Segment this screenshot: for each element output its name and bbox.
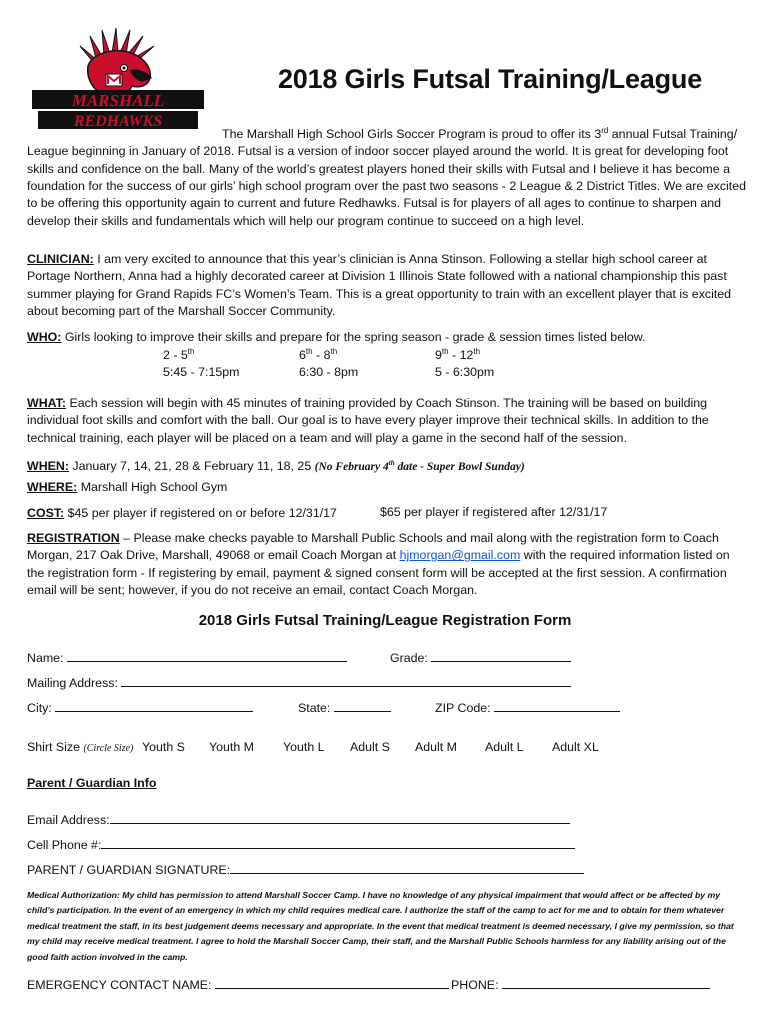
what-text: Each session will begin with 45 minutes of training provided by Coach Stinson. The training will be based on building individual foot skills and comfort with the ball. Our goal is to have every player improve their technical skills. In addition to the technical training, each player will be placed on a team and will play a game in the second half of the session. — [27, 396, 709, 445]
clinician-paragraph — [27, 251, 747, 320]
zip-label: ZIP Code: — [435, 701, 495, 715]
clinician-label: CLINICIAN: — [27, 252, 94, 266]
page-title: 2018 Girls Futsal Training/League — [277, 64, 703, 94]
grade-sup: th — [441, 347, 449, 356]
size-option[interactable]: Adult S — [350, 740, 390, 754]
cell-label: Cell Phone #: — [27, 838, 102, 852]
intro-text-1: The Marshall High School Girls Soccer Program is proud to offer its 3 — [222, 127, 602, 142]
mailing-label: Mailing Address: — [27, 676, 122, 690]
grade-sup: th — [187, 347, 195, 356]
mailing-address-field[interactable] — [27, 674, 571, 690]
when-note-sup: th — [388, 459, 395, 467]
where-text: Marshall High School Gym — [77, 480, 228, 494]
grade-sup: th — [305, 347, 313, 356]
signature-field[interactable] — [27, 861, 584, 877]
grade-range: 6 — [299, 348, 306, 363]
when-label: WHEN: — [27, 459, 69, 474]
where-label: WHERE: — [27, 480, 78, 494]
session-time-1: 5:45 - 7:15pm — [163, 365, 240, 379]
cell-line[interactable] — [101, 836, 575, 849]
who-text: Girls looking to improve their skills and prepare for the spring season - grade & session times listed below. — [61, 330, 646, 344]
size-option[interactable]: Adult M — [415, 740, 458, 754]
size-option[interactable]: Youth M — [209, 740, 255, 754]
email-address-field[interactable] — [27, 811, 570, 827]
zip-line[interactable] — [494, 699, 620, 712]
clinician-text: I am very excited to announce that this year’s clinician is Anna Stinson. Following a stellar high school career at Portage Northern, Anna had a highly decorated career at Division 1 Illinois State followed with a national championship this past summer playing for Grand Rapids FC’s Women’s Team. This is a great opportunity to train with an excellent player that is excited about becoming part of the Marshall Soccer Community. — [27, 252, 732, 318]
intro-superscript: rd — [601, 126, 609, 135]
when-note-1: (No February 4 — [314, 461, 389, 474]
phone-line[interactable] — [502, 976, 710, 989]
when-text: January 7, 14, 21, 28 & February 11, 18, 25 — [68, 459, 315, 474]
email-line[interactable] — [110, 811, 570, 824]
what-label: WHAT: — [27, 396, 66, 410]
size-option[interactable]: Youth S — [142, 740, 185, 754]
cost-early: $45 per player if registered on or before 12/31/17 — [64, 506, 337, 520]
grade-line[interactable] — [431, 649, 571, 662]
grade-range: 9 — [435, 348, 442, 363]
grade-group-1 — [163, 347, 194, 362]
grade-label: Grade: — [390, 651, 432, 665]
session-time-2: 6:30 - 8pm — [299, 365, 359, 379]
registration-paragraph — [27, 530, 747, 599]
grade-range-end: - 8 — [312, 348, 331, 363]
size-option[interactable]: Youth L — [283, 740, 325, 754]
registration-label: REGISTRATION — [27, 531, 120, 545]
marshall-redhawks-logo — [30, 26, 206, 132]
registration-text-1: – Please make checks payable to Marshall Public Schools and mail along with the registration form to Coach Morgan, 217 Oak Drive, Marshall, 49068 or email Coach Morgan at — [27, 531, 719, 563]
emergency-label: EMERGENCY CONTACT NAME: — [27, 978, 215, 992]
shirt-size-label-group — [27, 740, 133, 754]
logo-text-redhawks: REDHAWKS — [73, 113, 163, 130]
form-title: 2018 Girls Futsal Training/League Registration Form — [198, 612, 572, 629]
circle-size-note: (Circle Size) — [83, 743, 134, 754]
name-label: Name: — [27, 651, 67, 665]
signature-label: PARENT / GUARDIAN SIGNATURE: — [27, 863, 231, 877]
phone-field[interactable] — [451, 976, 710, 992]
grade-sup: th — [330, 347, 338, 356]
who-label: WHO: — [27, 330, 62, 344]
intro-text-2: annual Futsal Training/ League beginning in January of 2018. Futsal is a version of indoor soccer played around the world. It is great for developing foot skills and confidence on the ball. Many of the world’s greatest players honed their skills with Futsal and I believe it has become a foundation for the success of our girls’ high school program over the past two seasons - 2 League & 2 District Titles. We are excited to be offering this opportunity again to current and future Redhawks. Futsal is for players of all ages to continue to sharpen and develop their skills and fundamentals which will help our program continue to succeed on a high level. — [27, 127, 747, 228]
city-label: City: — [27, 701, 56, 715]
name-field[interactable] — [27, 649, 347, 665]
state-field[interactable] — [298, 699, 391, 715]
where-line — [27, 479, 747, 496]
phone-label: PHONE: — [451, 978, 502, 992]
when-line — [27, 455, 747, 476]
logo-text-marshall: MARSHALL — [71, 91, 165, 110]
emergency-line[interactable] — [215, 976, 449, 989]
city-line[interactable] — [55, 699, 253, 712]
what-paragraph — [27, 395, 747, 447]
grade-range-end: - 12 — [448, 348, 474, 363]
cost-label: COST: — [27, 506, 65, 520]
grade-field[interactable] — [390, 649, 571, 665]
size-option[interactable]: Adult XL — [552, 740, 599, 754]
grade-sup: th — [473, 347, 481, 356]
email-label: Email Address: — [27, 813, 110, 827]
who-paragraph — [27, 329, 747, 346]
state-line[interactable] — [334, 699, 391, 712]
emergency-contact-field[interactable] — [27, 976, 449, 992]
name-line[interactable] — [67, 649, 347, 662]
grade-group-3 — [435, 347, 480, 362]
cost-late: $65 per player if registered after 12/31/17 — [380, 505, 608, 519]
parent-guardian-heading: Parent / Guardian Info — [27, 776, 157, 790]
zip-field[interactable] — [435, 699, 620, 715]
state-label: State: — [298, 701, 334, 715]
medical-authorization: Medical Authorization: My child has permission to attend Marshall Soccer Camp. I have no knowledge of any physical impairment that would affect or be affected by my child’s participation. In the event of an emergency in which my child requires medical care. I authorize the staff of the camp to act for me and to obtain for them whatever medical treatment the staff, in its best judgement deems necessary and appropriate. In the event that medical treatment is deemed necessary, I give my permission, so that my child may receive medical treatment. I agree to hold the Marshall Soccer Camp, their staff, and the Marshall Public Schools harmless for any liability arising out of the good faith action involved in the camp. — [27, 890, 734, 962]
cell-phone-field[interactable] — [27, 836, 575, 852]
intro-paragraph — [27, 122, 747, 230]
size-option[interactable]: Adult L — [485, 740, 524, 754]
coach-email-link[interactable]: hjmorgan@gmail.com — [399, 548, 521, 563]
when-note-2: date - Super Bowl Sunday) — [394, 461, 525, 474]
registration-text-2: with the required information listed on the registration form - If registering by email, payment & signed consent form will be accepted at the first session. A confirmation email will be sent; however, if you do not receive an email, contact Coach Morgan. — [27, 548, 730, 597]
grade-range: 2 - 5 — [163, 348, 188, 363]
redhawk-emblem — [30, 26, 206, 132]
shirt-label: Shirt Size — [27, 740, 84, 754]
mailing-line[interactable] — [121, 674, 571, 687]
session-time-3: 5 - 6:30pm — [435, 365, 495, 379]
signature-line[interactable] — [230, 861, 584, 874]
grade-group-2 — [299, 347, 337, 362]
city-field[interactable] — [27, 699, 253, 715]
